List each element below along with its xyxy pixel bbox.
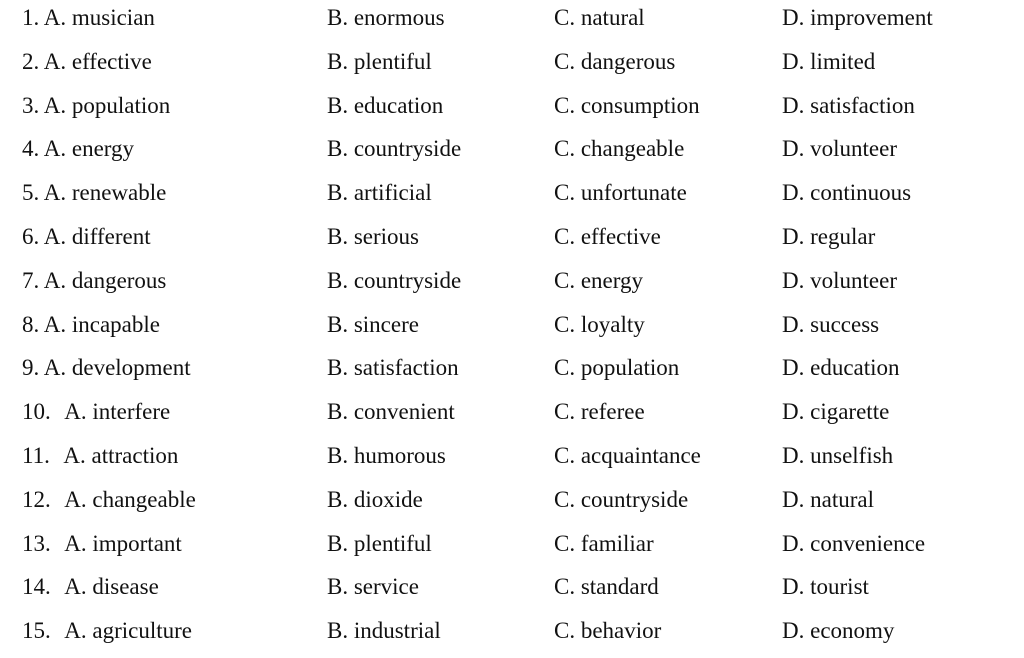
option-d <box>782 264 897 298</box>
question-row <box>0 45 1024 89</box>
option-letter: D. <box>782 399 805 425</box>
option-b <box>327 527 432 561</box>
option-letter: A. <box>64 574 87 600</box>
option-d <box>782 395 889 429</box>
option-a <box>22 527 182 561</box>
question-row <box>0 89 1024 133</box>
option-word: satisfaction <box>810 92 915 118</box>
option-letter: C. <box>554 48 576 74</box>
question-number: 3. <box>22 92 40 118</box>
option-letter: B. <box>327 92 349 118</box>
option-word: serious <box>353 224 420 249</box>
option-word: plentiful <box>353 48 432 74</box>
option-letter: C. <box>554 443 576 468</box>
question-number: 2. <box>22 48 40 74</box>
question-number: 7. <box>22 267 40 293</box>
option-letter: D. <box>782 224 805 249</box>
option-word: countryside <box>353 267 462 293</box>
option-letter: D. <box>782 486 805 512</box>
option-letter: C. <box>554 136 576 162</box>
option-word: renewable <box>71 180 167 206</box>
option-word: natural <box>810 486 874 512</box>
option-letter: C. <box>554 5 576 30</box>
question-number: 9. <box>22 355 40 381</box>
option-word: cigarette <box>810 399 890 425</box>
question-number: 5. <box>22 180 40 206</box>
option-letter: B. <box>327 530 349 556</box>
option-b <box>327 45 432 79</box>
option-word: interfere <box>92 399 171 425</box>
option-d <box>782 132 897 166</box>
option-word: convenient <box>353 399 455 425</box>
question-row <box>0 439 1024 483</box>
option-letter: D. <box>782 530 805 556</box>
option-letter: D. <box>782 267 805 293</box>
option-d <box>782 351 900 385</box>
option-b <box>327 614 441 648</box>
question-row <box>0 176 1024 220</box>
option-letter: B. <box>327 224 349 249</box>
question-row <box>0 483 1024 527</box>
option-letter: A. <box>64 618 87 644</box>
option-letter: A. <box>64 399 87 425</box>
option-word: familiar <box>580 530 654 556</box>
option-letter: A. <box>43 180 67 206</box>
option-word: agriculture <box>92 618 192 644</box>
option-word: humorous <box>353 443 446 468</box>
option-letter: A. <box>43 224 67 249</box>
option-letter: D. <box>782 618 805 644</box>
question-number: 14. <box>22 574 51 600</box>
option-word: dioxide <box>353 486 423 512</box>
option-letter: B. <box>327 443 349 468</box>
option-d <box>782 1 933 35</box>
option-a <box>22 264 166 298</box>
option-word: countryside <box>580 486 689 512</box>
option-word: acquaintance <box>580 443 701 468</box>
option-c <box>554 351 679 385</box>
option-d <box>782 614 894 648</box>
option-letter: B. <box>327 311 349 337</box>
option-b <box>327 570 419 604</box>
option-word: changeable <box>580 136 685 162</box>
option-word: attraction <box>91 443 179 468</box>
option-b <box>327 351 459 385</box>
option-letter: A. <box>64 530 87 556</box>
option-word: population <box>71 92 171 118</box>
option-letter: D. <box>782 92 805 118</box>
option-word: countryside <box>353 136 462 162</box>
option-word: energy <box>71 136 135 162</box>
option-letter: C. <box>554 311 576 337</box>
option-letter: C. <box>554 92 576 118</box>
option-c <box>554 132 684 166</box>
option-b <box>327 89 443 123</box>
question-row <box>0 614 1024 658</box>
option-word: improvement <box>810 5 933 30</box>
option-letter: B. <box>327 355 349 381</box>
option-d <box>782 220 875 254</box>
option-letter: B. <box>327 399 349 425</box>
option-word: limited <box>810 48 876 74</box>
option-d <box>782 89 915 123</box>
question-number: 4. <box>22 136 40 162</box>
option-letter: B. <box>327 48 349 74</box>
option-letter: D. <box>782 180 805 206</box>
question-row <box>0 264 1024 308</box>
option-letter: D. <box>782 5 805 30</box>
option-word: plentiful <box>353 530 432 556</box>
option-word: economy <box>810 618 895 644</box>
question-row <box>0 132 1024 176</box>
question-row <box>0 570 1024 614</box>
option-letter: D. <box>782 443 805 468</box>
option-c <box>554 614 661 648</box>
option-letter: B. <box>327 5 349 30</box>
option-letter: D. <box>782 311 805 337</box>
option-letter: D. <box>782 355 805 381</box>
option-letter: C. <box>554 574 576 600</box>
option-c <box>554 45 675 79</box>
option-d <box>782 308 879 342</box>
option-letter: B. <box>327 180 349 206</box>
question-row <box>0 308 1024 352</box>
option-letter: A. <box>64 486 87 512</box>
option-a <box>22 1 155 35</box>
question-number: 11. <box>22 443 50 468</box>
question-number: 12. <box>22 486 51 512</box>
option-word: behavior <box>580 618 662 644</box>
question-number: 13. <box>22 530 51 556</box>
option-c <box>554 527 654 561</box>
option-b <box>327 132 461 166</box>
option-letter: B. <box>327 136 349 162</box>
option-word: important <box>92 530 182 556</box>
question-row <box>0 351 1024 395</box>
option-letter: A. <box>63 443 86 468</box>
question-number: 15. <box>22 618 51 644</box>
option-a <box>22 483 196 517</box>
option-letter: D. <box>782 574 805 600</box>
option-word: effective <box>580 224 661 249</box>
option-word: standard <box>580 574 659 600</box>
option-word: effective <box>71 48 152 74</box>
option-letter: A. <box>43 355 67 381</box>
option-d <box>782 439 893 473</box>
option-letter: A. <box>43 136 67 162</box>
option-word: education <box>810 355 900 381</box>
option-a <box>22 614 192 648</box>
option-letter: C. <box>554 486 576 512</box>
option-word: tourist <box>810 574 869 600</box>
option-word: natural <box>580 5 645 30</box>
option-word: energy <box>580 267 644 293</box>
option-c <box>554 176 687 210</box>
question-number: 10. <box>22 399 51 425</box>
option-word: continuous <box>810 180 912 206</box>
question-row <box>0 1 1024 45</box>
option-word: incapable <box>71 311 160 337</box>
option-word: success <box>810 311 880 337</box>
option-d <box>782 570 869 604</box>
option-word: volunteer <box>810 136 897 162</box>
option-b <box>327 439 446 473</box>
option-word: dangerous <box>71 267 167 293</box>
option-word: enormous <box>353 5 445 30</box>
option-word: population <box>580 355 680 381</box>
option-word: regular <box>810 224 876 249</box>
question-row <box>0 527 1024 571</box>
option-a <box>22 176 166 210</box>
option-word: unselfish <box>810 443 894 468</box>
option-c <box>554 220 661 254</box>
option-a <box>22 220 151 254</box>
question-number: 8. <box>22 311 40 337</box>
option-word: loyalty <box>580 311 645 337</box>
option-letter: C. <box>554 355 576 381</box>
option-word: consumption <box>580 92 700 118</box>
option-a <box>22 351 191 385</box>
option-a <box>22 570 159 604</box>
option-word: artificial <box>353 180 432 206</box>
option-c <box>554 483 688 517</box>
option-a <box>22 89 170 123</box>
option-letter: C. <box>554 180 576 206</box>
option-word: different <box>71 224 151 249</box>
option-word: industrial <box>353 618 441 644</box>
option-c <box>554 1 645 35</box>
option-c <box>554 570 659 604</box>
option-b <box>327 264 461 298</box>
option-a <box>22 132 134 166</box>
option-letter: C. <box>554 399 576 425</box>
option-letter: A. <box>43 311 67 337</box>
option-word: disease <box>92 574 159 600</box>
option-letter: D. <box>782 48 805 74</box>
option-c <box>554 308 645 342</box>
question-row <box>0 220 1024 264</box>
option-c <box>554 439 701 473</box>
option-a <box>22 308 160 342</box>
option-letter: A. <box>43 92 67 118</box>
option-word: satisfaction <box>353 355 459 381</box>
option-word: changeable <box>92 486 196 512</box>
option-b <box>327 1 445 35</box>
option-d <box>782 483 874 517</box>
option-b <box>327 176 432 210</box>
option-letter: B. <box>327 574 349 600</box>
option-word: volunteer <box>810 267 897 293</box>
option-c <box>554 264 643 298</box>
option-letter: B. <box>327 267 349 293</box>
option-letter: C. <box>554 618 576 644</box>
option-a <box>22 395 170 429</box>
option-b <box>327 395 455 429</box>
option-d <box>782 527 925 561</box>
option-word: sincere <box>353 311 419 337</box>
option-d <box>782 176 911 210</box>
option-b <box>327 483 423 517</box>
option-letter: D. <box>782 136 805 162</box>
question-number: 6. <box>22 224 40 249</box>
option-word: convenience <box>810 530 926 556</box>
option-word: musician <box>71 5 155 30</box>
option-word: development <box>71 355 191 381</box>
option-word: dangerous <box>580 48 676 74</box>
option-c <box>554 89 700 123</box>
option-word: unfortunate <box>580 180 687 206</box>
option-letter: C. <box>554 267 576 293</box>
option-letter: A. <box>43 48 67 74</box>
option-c <box>554 395 645 429</box>
option-b <box>327 308 419 342</box>
option-a <box>22 439 178 473</box>
question-row <box>0 395 1024 439</box>
option-letter: A. <box>43 267 67 293</box>
option-word: service <box>353 574 419 600</box>
option-word: referee <box>580 399 645 425</box>
option-d <box>782 45 875 79</box>
option-word: education <box>353 92 444 118</box>
question-number: 1. <box>22 5 40 30</box>
option-letter: A. <box>43 5 67 30</box>
option-letter: C. <box>554 530 576 556</box>
option-letter: B. <box>327 618 349 644</box>
option-b <box>327 220 419 254</box>
option-letter: C. <box>554 224 576 249</box>
option-a <box>22 45 152 79</box>
option-letter: B. <box>327 486 349 512</box>
